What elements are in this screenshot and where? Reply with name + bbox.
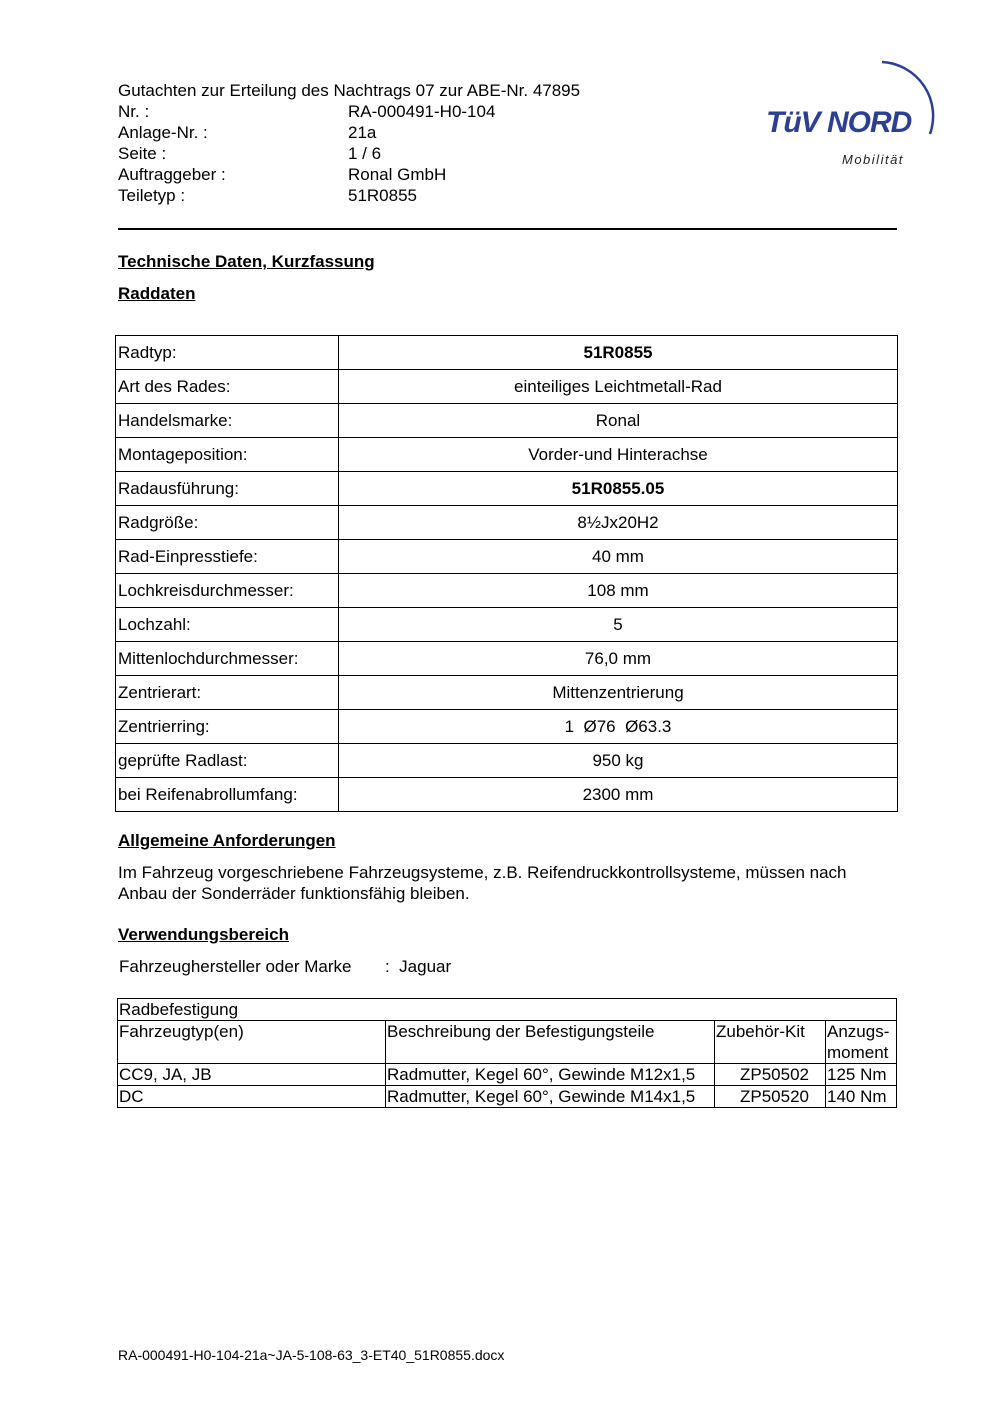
tuv-nord-logo (762, 58, 942, 170)
row-label: Lochkreisdurchmesser: (116, 574, 339, 608)
row-value: Ronal (339, 404, 898, 438)
table-cell: Radmutter, Kegel 60°, Gewinde M14x1,5 (386, 1086, 715, 1108)
row-label: Radausführung: (116, 472, 339, 506)
row-label: Art des Rades: (116, 370, 339, 404)
column-header: Beschreibung der Befestigungsteile (386, 1021, 715, 1064)
heading-raddaten: Raddaten (118, 284, 196, 303)
row-label: Handelsmarke: (116, 404, 339, 438)
table-row (116, 642, 898, 676)
header-row-anlage (118, 122, 580, 143)
header-value: 1 / 6 (348, 144, 382, 163)
row-value: 950 kg (339, 744, 898, 778)
heading-verwendungsbereich: Verwendungsbereich (118, 925, 289, 944)
document-header (118, 80, 580, 206)
row-value: 51R0855 (339, 336, 898, 370)
usage-value: : Jaguar (385, 957, 452, 976)
heading-technische-daten: Technische Daten, Kurzfassung (118, 252, 375, 271)
table-caption: Radbefestigung (118, 999, 897, 1021)
table-row (116, 710, 898, 744)
table-cell: 140 Nm (826, 1086, 897, 1108)
row-value: einteiliges Leichtmetall-Rad (339, 370, 898, 404)
header-label: Auftraggeber : (118, 165, 226, 184)
header-value: Ronal GmbH (348, 165, 447, 184)
row-label: Mittenlochdurchmesser: (116, 642, 339, 676)
table-header-row (118, 1021, 897, 1064)
row-value: 1 Ø76 Ø63.3 (339, 710, 898, 744)
row-label: Zentrierart: (116, 676, 339, 710)
table-row (116, 608, 898, 642)
table-cell: Radmutter, Kegel 60°, Gewinde M12x1,5 (386, 1064, 715, 1086)
row-label: Rad-Einpresstiefe: (116, 540, 339, 574)
row-value: 2300 mm (339, 778, 898, 812)
column-header: Anzugs- moment (826, 1021, 897, 1064)
row-value: Vorder-und Hinterachse (339, 438, 898, 472)
table-row (116, 404, 898, 438)
logo-subtitle: Mobilität (842, 152, 904, 167)
table-row (116, 336, 898, 370)
header-value: 21a (348, 123, 377, 142)
row-label: bei Reifenabrollumfang: (116, 778, 339, 812)
row-label: Radgröße: (116, 506, 339, 540)
table-row (116, 574, 898, 608)
row-value: 108 mm (339, 574, 898, 608)
table-row (116, 744, 898, 778)
table-row (118, 1064, 897, 1086)
row-value: 8½Jx20H2 (339, 506, 898, 540)
table-row (116, 370, 898, 404)
requirements-paragraph: Im Fahrzeug vorgeschriebene Fahrzeugsysteme, z.B. Reifendruckkontrollsysteme, müssen nach Anbau der Sonderräder funktionsfähig bleiben. (118, 863, 847, 903)
row-value: Mittenzentrierung (339, 676, 898, 710)
header-value: 51R0855 (348, 186, 418, 205)
row-value: 76,0 mm (339, 642, 898, 676)
table-row (116, 778, 898, 812)
table-row (118, 1086, 897, 1108)
document-filename-footer: RA-000491-H0-104-21a~JA-5-108-63_3-ET40_51R0855.docx (118, 1347, 505, 1363)
row-label: geprüfte Radlast: (116, 744, 339, 778)
column-header: Zubehör-Kit (715, 1021, 826, 1064)
table-cell: ZP50520 (715, 1086, 826, 1108)
table-row (116, 506, 898, 540)
table-cell: ZP50502 (715, 1064, 826, 1086)
column-header: Fahrzeugtyp(en) (118, 1021, 386, 1064)
table-row (116, 676, 898, 710)
header-value: RA-000491-H0-104 (348, 102, 496, 121)
usage-row (119, 957, 451, 977)
row-value: 51R0855.05 (339, 472, 898, 506)
table-caption-row (118, 999, 897, 1021)
row-label: Radtyp: (116, 336, 339, 370)
wheel-data-table (115, 335, 898, 812)
table-row (116, 472, 898, 506)
table-cell: 125 Nm (826, 1064, 897, 1086)
header-row-teiletyp (118, 185, 580, 206)
table-row (116, 540, 898, 574)
header-row-seite (118, 143, 580, 164)
table-cell: CC9, JA, JB (118, 1064, 386, 1086)
header-row-auftraggeber (118, 164, 580, 185)
logo-brand: TüV NORD (766, 106, 912, 139)
header-label: Anlage-Nr. : (118, 123, 208, 142)
usage-label: Fahrzeughersteller oder Marke (119, 957, 352, 976)
row-value: 5 (339, 608, 898, 642)
header-label: Teiletyp : (118, 186, 186, 205)
mounting-table (117, 998, 897, 1108)
row-label: Lochzahl: (116, 608, 339, 642)
header-row-nr (118, 101, 580, 122)
document-title: Gutachten zur Erteilung des Nachtrags 07 zur ABE-Nr. 47895 (118, 81, 581, 100)
row-label: Zentrierring: (116, 710, 339, 744)
row-value: 40 mm (339, 540, 898, 574)
header-label: Nr. : (118, 102, 150, 121)
row-label: Montageposition: (116, 438, 339, 472)
heading-allgemeine-anforderungen: Allgemeine Anforderungen (118, 831, 336, 850)
header-label: Seite : (118, 144, 167, 163)
header-divider (118, 228, 897, 230)
table-cell: DC (118, 1086, 386, 1108)
table-row (116, 438, 898, 472)
